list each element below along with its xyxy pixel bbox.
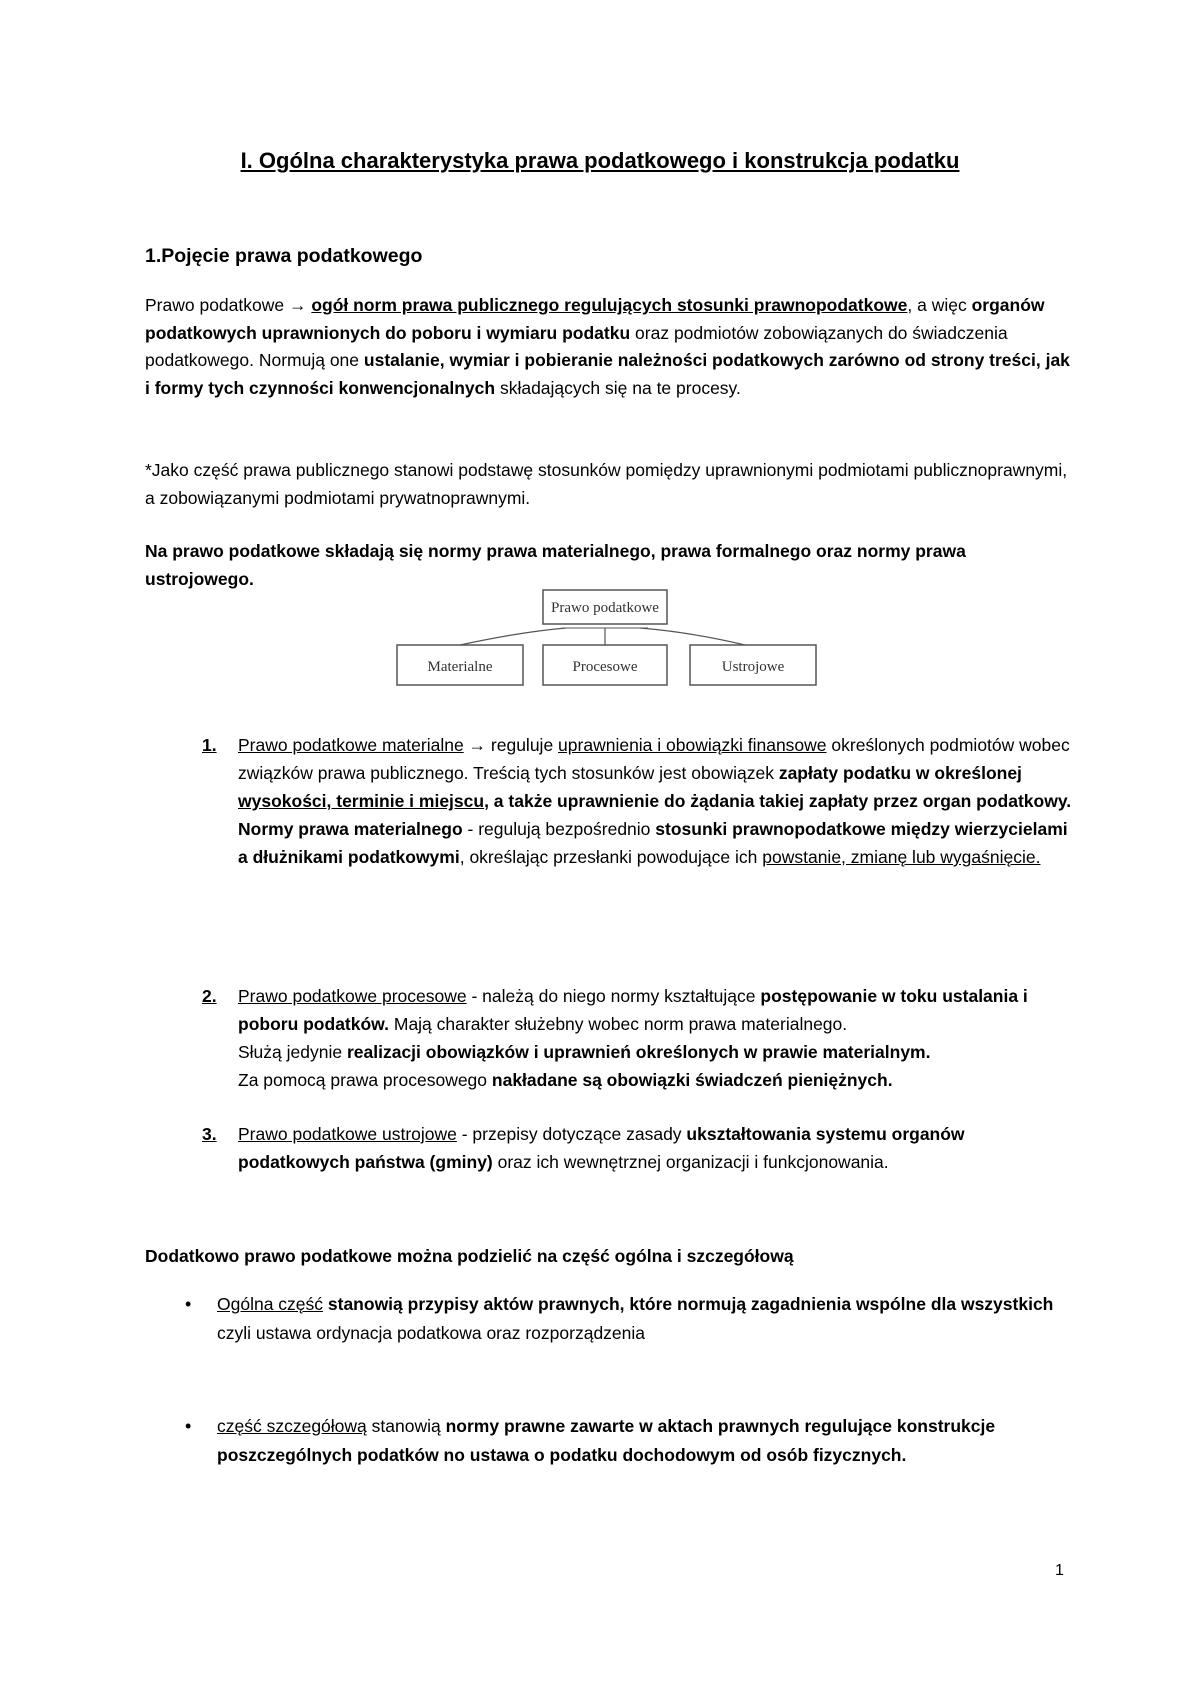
paragraph-note: *Jako część prawa publicznego stanowi podstawę stosunków pomiędzy uprawnionymi podmiotami publicznoprawnymi, a zobowiązanymi podmiotami prywatnoprawnymi. [145, 460, 1068, 508]
text-span: Prawo podatkowe materialne [238, 735, 464, 755]
text-span: realizacji obowiązków i uprawnień określonych w prawie materialnym. [346, 1042, 931, 1062]
text-span: , a więc [907, 295, 972, 315]
bullet-icon: • [185, 1416, 192, 1436]
text-span: normy prawne zawarte w aktach prawnych regulujące konstrukcje poszczególnych podatków no ustawa o podatku dochodowym od osób fizycznych. [217, 1416, 996, 1465]
text-span: Ogólna część [217, 1294, 324, 1314]
document-title: I. Ogólna charakterystyka prawa podatkowego i konstrukcja podatku [240, 148, 960, 173]
text-span: stanowią przypisy aktów prawnych, które normują zagadnienia wspólne dla wszystkich [323, 1294, 1054, 1314]
section-heading: 1.Pojęcie prawa podatkowego [145, 245, 423, 267]
list-item-body [238, 1120, 1075, 1176]
text-span: Prawo podatkowe → [145, 295, 312, 315]
text-span: zapłaty podatku w określonej [778, 763, 1022, 783]
text-span: Mają charakter służebny wobec norm prawa materialnego. [389, 1014, 848, 1034]
list-item-body [238, 982, 1075, 1094]
list-item-material-law [145, 731, 1075, 871]
text-span: - przepisy dotyczące zasady [456, 1124, 687, 1144]
text-span: wysokości, terminie i miejscu [238, 791, 485, 811]
paragraph-division: Dodatkowo prawo podatkowe można podzielić na część ogólna i szczegółową [145, 1246, 794, 1266]
text-span: Prawo podatkowe procesowe [238, 986, 467, 1006]
text-span: ustalanie, wymiar i pobieranie należności podatkowych zarówno od strony treści, jak i formy tych czynności konwencjonalnych [145, 350, 1070, 398]
paragraph-composition: Na prawo podatkowe składają się normy prawa materialnego, prawa formalnego oraz normy prawa ustrojowego. [145, 541, 966, 589]
text-span: Służą jedynie [238, 1042, 347, 1062]
page-number: 1 [1055, 1562, 1064, 1579]
text-span: Normy prawa materialnego [238, 819, 463, 839]
text-span: stanowią [366, 1416, 446, 1436]
text-span: oraz ich wewnętrznej organizacji i funkcjonowania. [492, 1152, 889, 1172]
bullet-item-specific-part [145, 1412, 1075, 1469]
list-item-procedural-law [145, 982, 1075, 1094]
text-span: oraz podmiotów zobowiązanych do świadczenia podatkowego. Normują one [145, 322, 1008, 370]
diagram-connector [460, 628, 566, 645]
text-span: określonych podmiotów wobec związków prawa publicznego. Treścią tych stosunków jest obowiązek [238, 735, 1070, 783]
bullet-icon: • [185, 1294, 192, 1314]
text-span: powstanie, zmianę lub wygaśnięcie. [762, 847, 1041, 867]
text-span: Za pomocą prawa procesowego [238, 1070, 492, 1090]
text-span: - należą do niego normy kształtujące [466, 986, 761, 1006]
diagram-child-label: Ustrojowe [721, 659, 785, 675]
list-number: 1. [202, 735, 217, 755]
text-span: czyli ustawa ordynacja podatkowa oraz rozporządzenia [217, 1322, 646, 1343]
text-span: uprawnienia i obowiązki finansowe [558, 735, 827, 755]
text-span: organów podatkowych uprawnionych do poboru i wymiaru podatku [145, 295, 1045, 343]
text-span: Prawo podatkowe ustrojowe [238, 1124, 457, 1144]
list-number: 2. [202, 986, 217, 1006]
text-span: ukształtowania systemu organów podatkowych państwa (gminy) [238, 1124, 965, 1172]
text-span: nakładane są obowiązki świadczeń pieniężnych. [491, 1070, 893, 1090]
text-span: ogół norm prawa publicznego regulujących stosunki prawnopodatkowe [311, 295, 908, 315]
text-span: postępowanie w toku ustalania i poboru podatków. [238, 986, 1028, 1034]
text-span: , określając przesłanki powodujące ich [459, 847, 763, 867]
bullet-item-body [217, 1412, 1075, 1469]
law-structure-diagram [0, 0, 1200, 700]
bullet-item-general-part [145, 1290, 1075, 1347]
text-span: część szczegółową [217, 1416, 367, 1436]
text-span: → reguluje [463, 735, 559, 755]
diagram-child-label: Materialne [427, 659, 493, 675]
diagram-root-label: Prawo podatkowe [551, 600, 659, 616]
bullet-item-body [217, 1290, 1075, 1347]
list-item-systemic-law [145, 1120, 1075, 1176]
text-span: , a także uprawnienie do żądania takiej zapłaty przez organ podatkowy. [484, 791, 1072, 811]
diagram-child-label: Procesowe [572, 659, 638, 675]
list-number: 3. [202, 1124, 217, 1144]
text-span: składających się na te procesy. [495, 377, 741, 398]
diagram-connector [640, 628, 745, 645]
text-span: stosunki prawnopodatkowe między wierzycielami a dłużnikami podatkowymi [238, 819, 1068, 867]
list-item-body [238, 731, 1075, 871]
text-span: - regulują bezpośrednio [462, 819, 656, 839]
